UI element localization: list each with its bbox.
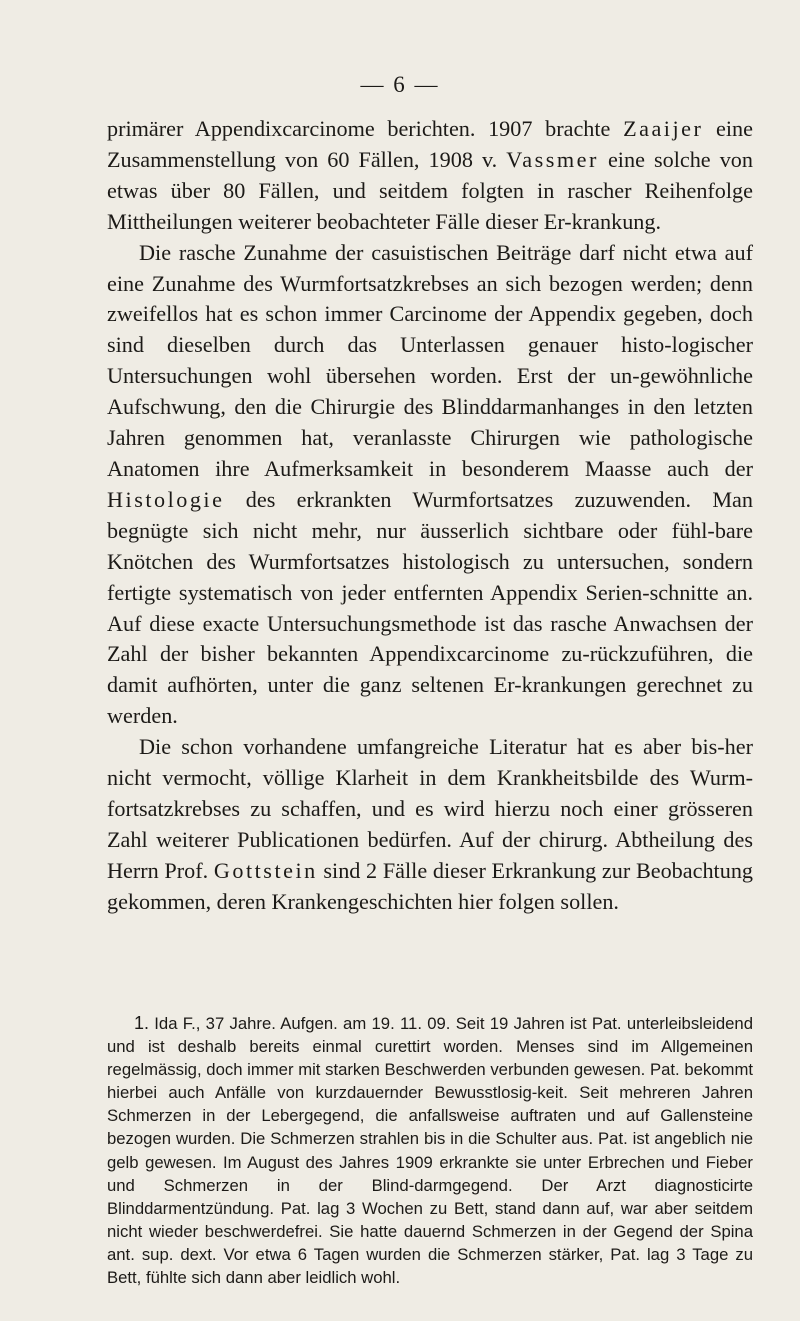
paragraph-3-part-a: Die schon vorhandene umfangreiche Literatur hat es aber bis-her nicht vermocht, völlige Klarheit in dem Krankheitsbilde des Wurm-fortsatzkrebses zu schaffen, und es wird hierzu noch einer grösseren Zahl weiterer Publicationen bedürfen. Auf der chirurg. Abtheilung des Herrn Prof. (107, 734, 753, 883)
emphasis-histologie: Histologie (107, 486, 225, 512)
case-report-text: Ida F., 37 Jahre. Aufgen. am 19. 11. 09. Seit 19 Jahren ist Pat. unterleibsleidend und ist deshalb bereits einmal curettirt worden. Menses sind im Allgemeinen regelmässig, doch immer mit starken Beschwerden verbunden gewesen. Pat. bekommt hierbei auch Anfälle von kurzdauernder Bewusstlosig-keit. Seit mehreren Jahren Schmerzen in der Lebergegend, die anfallsweise auftraten und auf Gallensteine bezogen wurden. Die Schmerzen strahlen bis in die Schulter aus. Pat. ist angeblich nie gelb gewesen. Im August des Jahres 1909 erkrankte sie unter Erbrechen und Fieber und Schmerzen in der Blind-darmgegend. Der Arzt diagnosticirte Blinddarmentzündung. Pat. lag 3 Wochen zu Bett, stand dann auf, war aber seitdem nicht wieder beschwerdefrei. Sie hatte dauernd Schmerzen in der Gegend der Spina ant. sup. dext. Vor etwa 6 Tagen wurden die Schmerzen stärker, Pat. lag 3 Tage zu Bett, fühlte sich dann aber leidlich wohl. (107, 1014, 753, 1288)
author-name-vassmer: Vassmer (506, 146, 599, 172)
body-text (107, 114, 753, 918)
case-report (107, 1012, 753, 1289)
paragraph-2-part-b: des erkrankten Wurmfortsatzes zuzuwenden. Man begnügte sich nicht mehr, nur äusserlich sichtbare oder fühl-bare Knötchen des Wurmfortsatzes histologisch zu untersuchen, sondern fertigte systematisch von jeder entfernten Appendix Serien-schnitte an. Auf diese exacte Untersuchungsmethode ist das rasche Anwachsen der Zahl der bisher bekannten Appendixcarcinome zu-rückzuführen, die damit aufhörten, unter die ganz seltenen Er-krankungen gerechnet zu werden. (107, 486, 753, 729)
author-name-gottstein: Gottstein (213, 857, 318, 883)
paragraph-3-part-b: sind 2 Fälle dieser Erkrankung zur Beobachtung gekommen, deren Krankengeschichten hier folgen sollen. (107, 857, 754, 914)
paragraph-1-part-b: eine Zusammenstellung von 60 Fällen, 1908 v. (107, 116, 753, 172)
paragraph-1 (107, 114, 753, 238)
paragraph-2-part-a: Die rasche Zunahme der casuistischen Beiträge darf nicht etwa auf eine Zunahme des Wurmfortsatzkrebses an sich bezogen werden; denn zweifellos hat es schon immer Carcinome der Appendix gegeben, doch sind dieselben durch das Unterlassen genauer histo-logischer Untersuchungen wohl übersehen worden. Erst der un-gewöhnliche Aufschwung, den die Chirurgie des Blinddarmanhanges in den letzten Jahren genommen hat, veranlasste Chirurgen wie pathologische Anatomen ihre Aufmerksamkeit in besonderem Maasse auch der (107, 239, 753, 481)
paragraph-1-part-c: eine solche von etwas über 80 Fällen, und seitdem folgten in rascher Reihenfolge Mittheilungen weiterer beobachteter Fälle dieser Er-krankung. (107, 146, 753, 234)
case-report-1 (107, 1012, 753, 1289)
author-name-zaaijer: Zaaijer (623, 116, 704, 141)
paragraph-2 (107, 238, 753, 733)
case-number: 1. (134, 1013, 150, 1033)
page-number: — 6 — (360, 72, 440, 97)
paragraph-3 (107, 732, 753, 917)
paragraph-1-part-a: primärer Appendixcarcinome berichten. 1907 brachte (107, 116, 624, 141)
